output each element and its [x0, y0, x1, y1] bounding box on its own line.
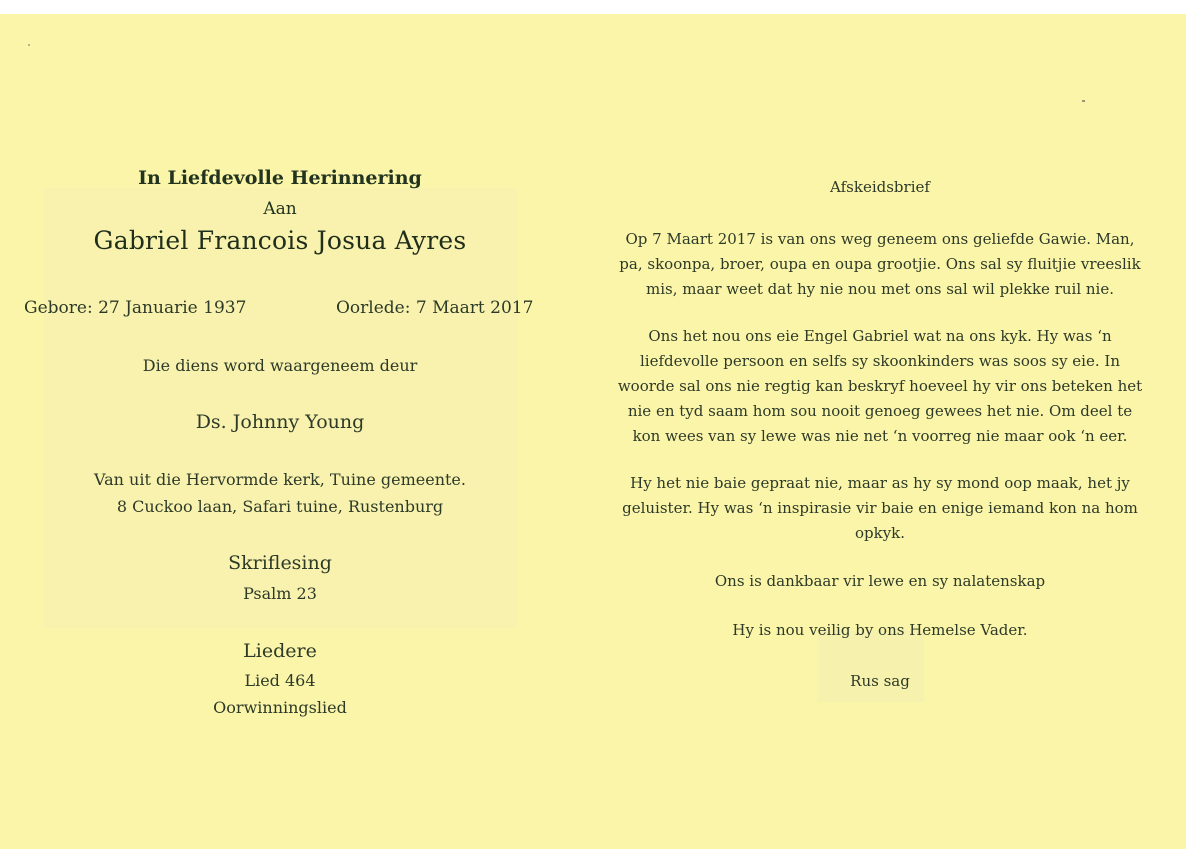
death-date: Oorlede: 7 Maart 2017: [336, 298, 534, 318]
letter-title: Afskeidsbrief: [830, 178, 930, 196]
letter-line: mis, maar weet dat hy nie nou met ons sal wil plekke ruil nie.: [645, 280, 1115, 298]
letter-line: nie en tyd saam hom sou nooit genoeg gewees het nie. Om deel te: [627, 402, 1133, 420]
church-line-2: 8 Cuckoo laan, Safari tuine, Rustenburg: [116, 497, 444, 516]
letter-line: opkyk.: [854, 524, 906, 542]
letter-line: Hy het nie baie gepraat nie, maar as hy sy mond oop maak, het jy: [630, 474, 1130, 492]
letter-line: woorde sal ons nie regtig kan beskryf hoeveel hy vir ons beteken het: [617, 377, 1143, 395]
service-intro: Die diens word waargeneem deur: [142, 356, 418, 375]
right-panel: [600, 0, 1160, 849]
church-line-1: Van uit die Hervormde kerk, Tuine gemeente.: [94, 470, 466, 489]
scripture-reading: Psalm 23: [243, 584, 317, 603]
letter-closing: Rus sag: [850, 672, 910, 690]
song-item: Lied 464: [244, 671, 316, 690]
minister-name: Ds. Johnny Young: [195, 411, 365, 433]
letter-line: kon wees van sy lewe was nie net ‘n voorreg nie maar ook ‘n eer.: [632, 427, 1128, 445]
songs-heading: Liedere: [243, 640, 317, 662]
memorial-heading: In Liefdevolle Herinnering: [138, 167, 422, 189]
song-item: Oorwinningslied: [213, 698, 347, 717]
scripture-heading: Skriflesing: [228, 552, 332, 574]
letter-line: liefdevolle persoon en selfs sy skoonkinders was soos sy eie. In: [640, 352, 1120, 370]
dedication-to: Aan: [263, 199, 297, 219]
letter-line: pa, skoonpa, broer, oupa en oupa grootjie. Ons sal sy fluitjie vreeslik: [619, 255, 1141, 273]
letter-line: Hy is nou veilig by ons Hemelse Vader.: [732, 621, 1028, 639]
letter-line: geluister. Hy was ‘n inspirasie vir baie en enige iemand kon na hom: [622, 499, 1138, 517]
letter-line: Ons het nou ons eie Engel Gabriel wat na ons kyk. Hy was ‘n: [648, 327, 1112, 345]
letter-line: Ons is dankbaar vir lewe en sy nalatenskap: [714, 572, 1046, 590]
birth-date: Gebore: 27 Januarie 1937: [24, 298, 247, 318]
left-panel: [0, 0, 560, 849]
deceased-name: Gabriel Francois Josua Ayres: [93, 226, 467, 255]
letter-line: Op 7 Maart 2017 is van ons weg geneem ons geliefde Gawie. Man,: [625, 230, 1135, 248]
